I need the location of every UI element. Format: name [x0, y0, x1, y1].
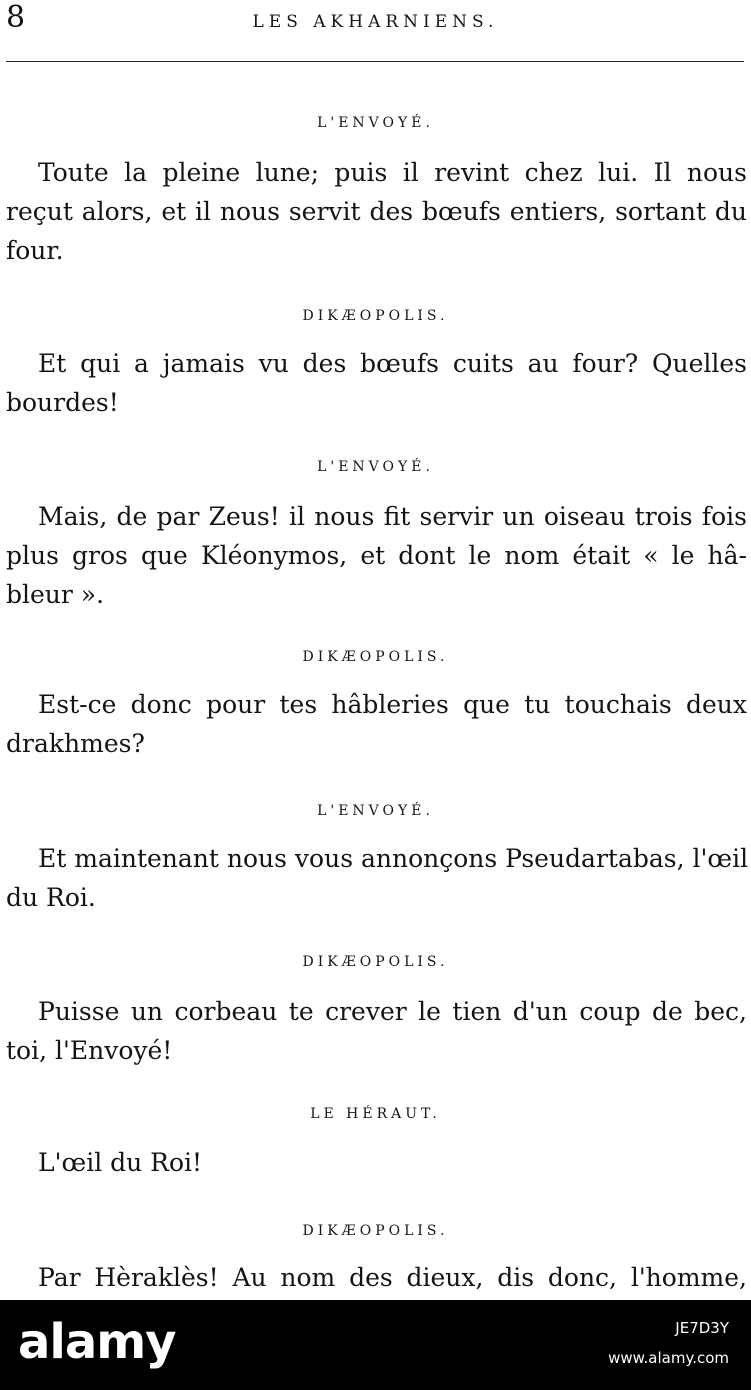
speaker-name: L'ENVOYÉ. [317, 803, 434, 819]
speech-line: reçut alors, et il nous servit des bœufs entiers, sortant du [6, 197, 747, 226]
speech-text [6, 685, 747, 763]
speech-text [6, 992, 747, 1070]
speaker-name: DIKÆOPOLIS. [302, 1223, 449, 1239]
alamy-logo: alamy [18, 1314, 176, 1370]
speech-line: Mais, de par Zeus! il nous fit servir un oiseau trois fois [38, 502, 747, 531]
speech-line: Par Hèraklès! Au nom des dieux, dis donc, l'homme, [38, 1263, 747, 1292]
speaker-name: DIKÆOPOLIS. [302, 649, 449, 665]
speech-line: Toute la pleine lune; puis il revint chez lui. Il nous [38, 158, 747, 187]
speech-text [6, 839, 747, 917]
speech-text [6, 344, 747, 422]
speech-line: Et maintenant nous vous annonçons Pseudartabas, l'œil [38, 844, 749, 873]
speech-text [6, 497, 747, 614]
site-url: www.alamy.com [608, 1349, 729, 1367]
speech-line: L'œil du Roi! [38, 1148, 203, 1177]
speaker-name: DIKÆOPOLIS. [302, 954, 449, 970]
speech-text [6, 153, 747, 270]
running-head: LES AKHARNIENS. [252, 12, 499, 32]
speaker-name: DIKÆOPOLIS. [302, 308, 449, 324]
speech-line: bourdes! [6, 388, 119, 417]
speech-line: drakhmes? [6, 729, 145, 758]
speech-line: plus gros que Kléonymos, et dont le nom était « le hâ- [6, 541, 747, 570]
speech-line: du Roi. [6, 883, 96, 912]
speaker-name: L'ENVOYÉ. [317, 115, 434, 131]
speech-text [6, 1143, 747, 1182]
speech-line: four. [6, 236, 64, 265]
speech-line: Et qui a jamais vu des bœufs cuits au four? Quelles [38, 349, 747, 378]
image-id: JE7D3Y [675, 1319, 729, 1337]
page-number: 8 [6, 0, 26, 35]
watermark-bar [0, 1300, 751, 1390]
speaker-name: LE HÉRAUT. [310, 1106, 441, 1122]
speech-line: Puisse un corbeau te crever le tien d'un coup de bec, [38, 997, 747, 1026]
speaker-name: L'ENVOYÉ. [317, 459, 434, 475]
speech-line: toi, l'Envoyé! [6, 1036, 173, 1065]
speech-line: bleur ». [6, 580, 105, 609]
header-rule [6, 61, 744, 62]
speech-line: Est-ce donc pour tes hâbleries que tu touchais deux [38, 690, 747, 719]
speech-text [6, 1258, 747, 1297]
